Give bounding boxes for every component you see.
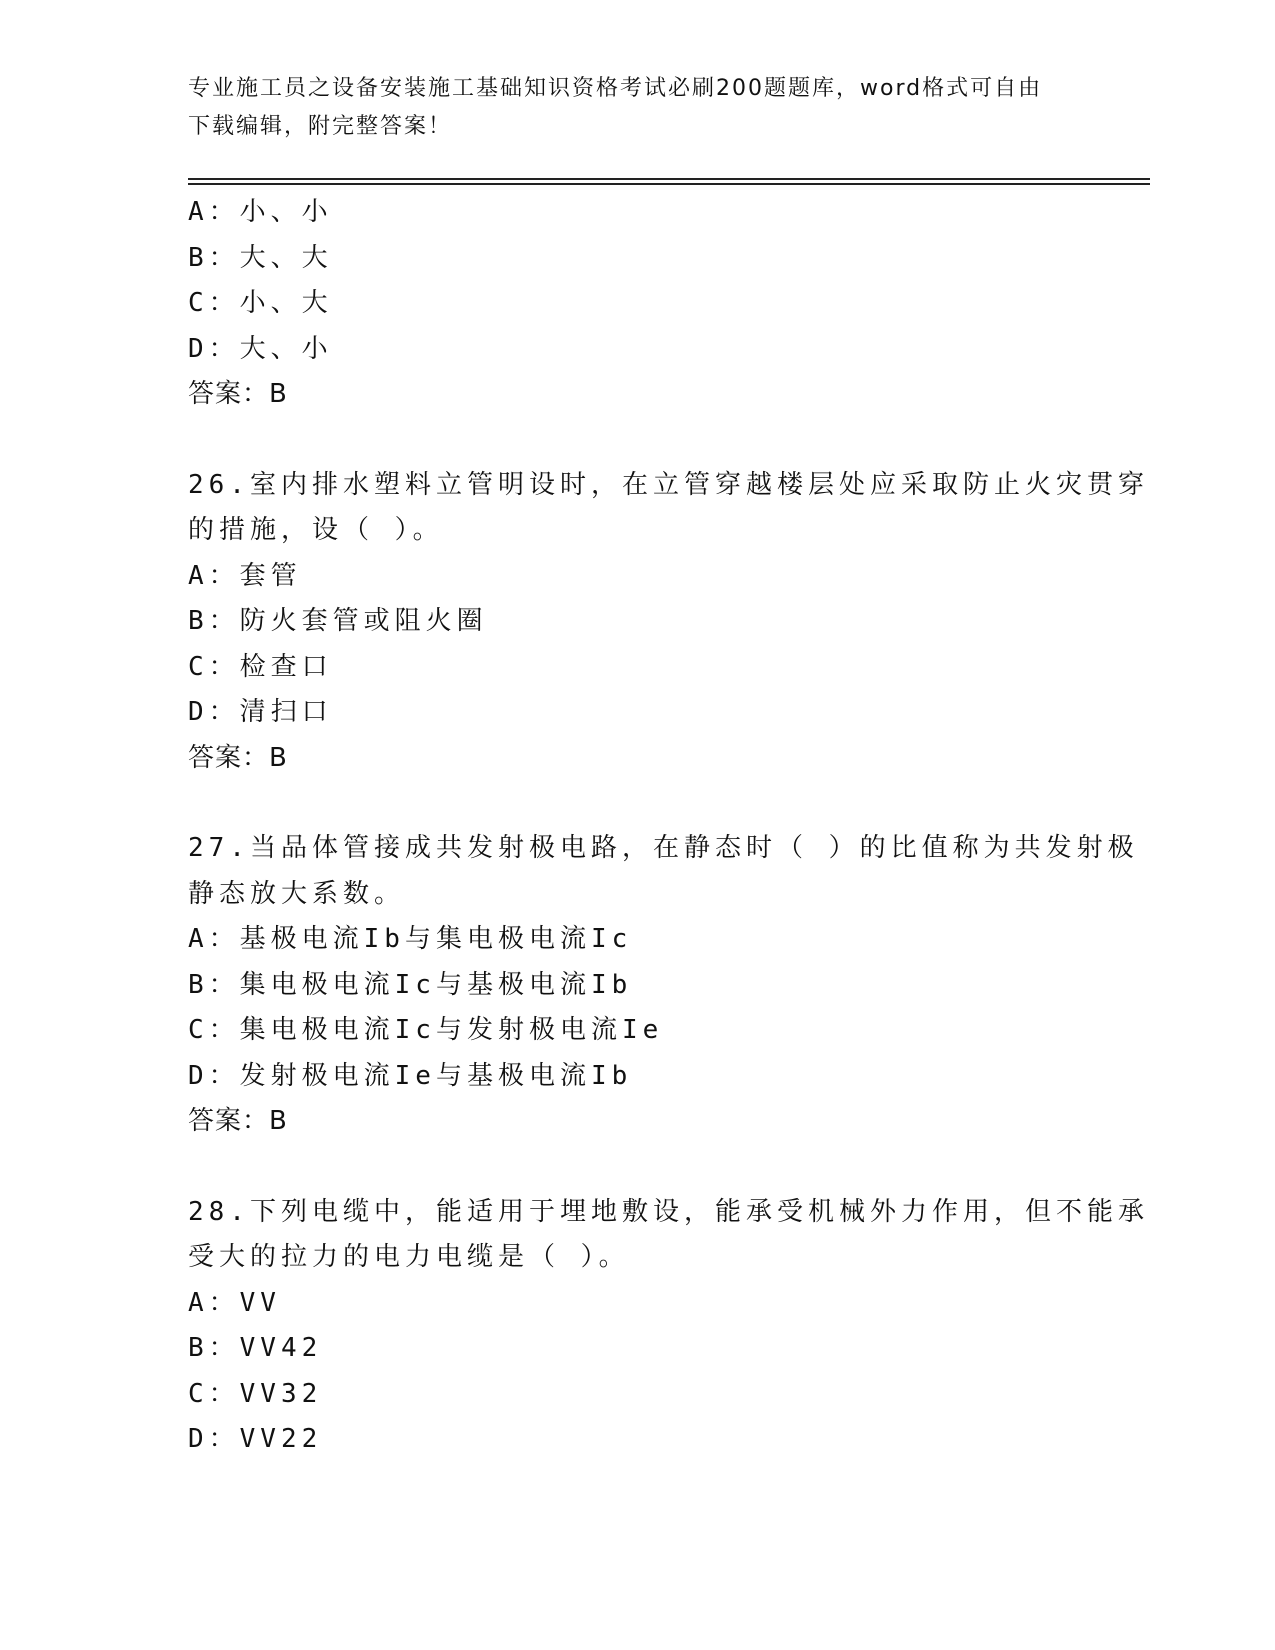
question-stem: 27.当品体管接成共发射极电路，在静态时（ ）的比值称为共发射极 bbox=[188, 833, 1139, 863]
option-b: B：VV42 bbox=[188, 1333, 323, 1363]
question-spacer bbox=[188, 1145, 1088, 1190]
question-spacer bbox=[188, 781, 1088, 826]
option-d: D：大、小 bbox=[188, 333, 333, 364]
option-c: C：集电极电流Ic与发射极电流Ie bbox=[188, 1015, 664, 1045]
question-spacer bbox=[188, 418, 1088, 463]
option-b: B：集电极电流Ic与基极电流Ib bbox=[188, 969, 633, 1000]
question-28 bbox=[188, 1190, 1149, 1463]
option-c: C：VV32 bbox=[188, 1378, 323, 1409]
page-header bbox=[188, 70, 1088, 146]
answer: 答案：B bbox=[188, 742, 288, 773]
option-a: A：VV bbox=[188, 1287, 281, 1318]
option-c: C：小、大 bbox=[188, 288, 333, 318]
option-d: D：发射极电流Ie与基极电流Ib bbox=[188, 1060, 633, 1091]
answer: 答案：B bbox=[188, 1106, 288, 1136]
answer: 答案：B bbox=[188, 379, 288, 409]
question-stem-continued: 的措施，设（ ）。 bbox=[188, 515, 444, 545]
header-divider-bottom bbox=[188, 183, 1150, 185]
question-stem: 28.下列电缆中，能适用于埋地敷设，能承受机械外力作用，但不能承 bbox=[188, 1196, 1149, 1227]
question-stem-continued: 受大的拉力的电力电缆是（ ）。 bbox=[188, 1242, 630, 1272]
option-b: B：大、大 bbox=[188, 242, 333, 273]
question-25 bbox=[188, 190, 1088, 418]
option-b: B：防火套管或阻火圈 bbox=[188, 606, 488, 636]
header-divider-top bbox=[188, 178, 1150, 180]
header-line-2: 下载编辑，附完整答案！ bbox=[188, 114, 453, 139]
option-a: A：套管 bbox=[188, 560, 302, 591]
header-line-1: 专业施工员之设备安装施工基础知识资格考试必刷200题题库，word格式可自由 bbox=[188, 76, 1043, 101]
option-c: C：检查口 bbox=[188, 651, 333, 682]
question-26 bbox=[188, 463, 1149, 782]
question-stem: 26.室内排水塑料立管明设时，在立管穿越楼层处应采取防止火灾贯穿 bbox=[188, 469, 1149, 500]
question-list bbox=[188, 190, 1149, 1463]
option-d: D：清扫口 bbox=[188, 697, 333, 727]
question-27 bbox=[188, 826, 1139, 1145]
option-a: A：基极电流Ib与集电极电流Ic bbox=[188, 924, 633, 954]
option-a: A：小、小 bbox=[188, 197, 333, 227]
question-stem-continued: 静态放大系数。 bbox=[188, 878, 406, 909]
option-d: D：VV22 bbox=[188, 1424, 323, 1454]
